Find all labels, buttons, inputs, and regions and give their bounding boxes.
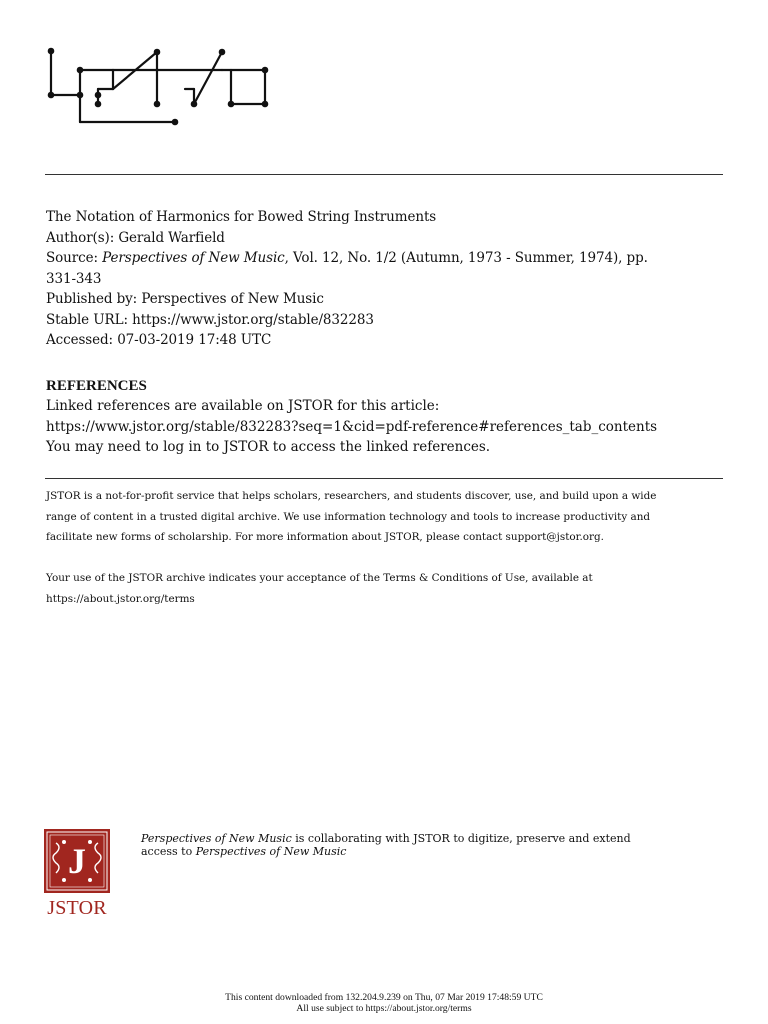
article-pages: 331-343 [46,270,102,287]
jstor-seal-icon [44,829,110,893]
source-journal: Perspectives of New Music [102,250,285,266]
jstor-notice [46,486,726,610]
article-source [46,248,726,269]
top-divider [45,174,723,175]
notice-line-3: facilitate new forms of scholarship. For more information about JSTOR, please contact support@jstor.org. [46,531,604,544]
publisher-name: Perspectives of New Music [141,291,324,307]
author-prefix: Author(s): [46,229,119,246]
middle-divider [45,478,723,479]
notice-line-1: JSTOR is a not-for-profit service that helps scholars, researchers, and students discover, use, and build upon a wide [46,490,657,502]
references-link[interactable]: https://www.jstor.org/stable/832283?seq=1&cid=pdf-reference#references_tab_contents [46,418,658,435]
article-metadata [46,207,726,351]
article-accessed [46,330,726,351]
collab-text: is collaborating with JSTOR to digitize, preserve and extend [291,832,631,845]
references-section [46,377,746,458]
references-login-note: You may need to log in to JSTOR to access the linked references. [46,439,491,455]
references-intro: Linked references are available on JSTOR for this article: [46,398,440,414]
download-footer [0,993,768,1014]
notice-line-2: range of content in a trusted digital archive. We use information technology and tools to increase productivity and [46,510,651,523]
notice-line-4: Your use of the JSTOR archive indicates your acceptance of the Terms & Conditions of Use, available at [46,572,593,585]
source-prefix: Source: [46,250,103,266]
svg-text:J: J [68,841,86,881]
footer-terms: All use subject to https://about.jstor.org/terms [296,1002,472,1014]
collab-prefix: access to [141,845,196,858]
perspectives-of-new-music-logo-icon [40,42,275,132]
stable-url-link[interactable]: https://www.jstor.org/stable/832283 [132,311,374,328]
footer-download-info: This content downloaded from 132.204.9.239 on Thu, 07 Mar 2019 17:48:59 UTC [225,992,543,1003]
notice-spacer [46,548,726,569]
source-details: , Vol. 12, No. 1/2 (Autumn, 1973 - Summer, 1974), pp. [284,250,648,266]
references-heading: REFERENCES [46,378,147,394]
article-author [46,228,726,249]
jstor-wordmark: JSTOR [47,897,107,919]
article-stable-url [46,310,726,331]
publisher-prefix: Published by: [46,291,142,307]
article-title: The Notation of Harmonics for Bowed String Instruments [46,209,437,225]
author-name: Gerald Warfield [118,229,225,246]
collaboration-statement [141,832,701,858]
accessed-date: 07-03-2019 17:48 UTC [117,332,272,348]
collab-journal-2: Perspectives of New Music [195,845,347,858]
stable-url-prefix: Stable URL: [46,311,133,328]
article-publisher [46,289,726,310]
accessed-prefix: Accessed: [46,332,118,348]
collab-journal: Perspectives of New Music [141,832,292,845]
notice-terms-link[interactable]: https://about.jstor.org/terms [46,592,195,605]
